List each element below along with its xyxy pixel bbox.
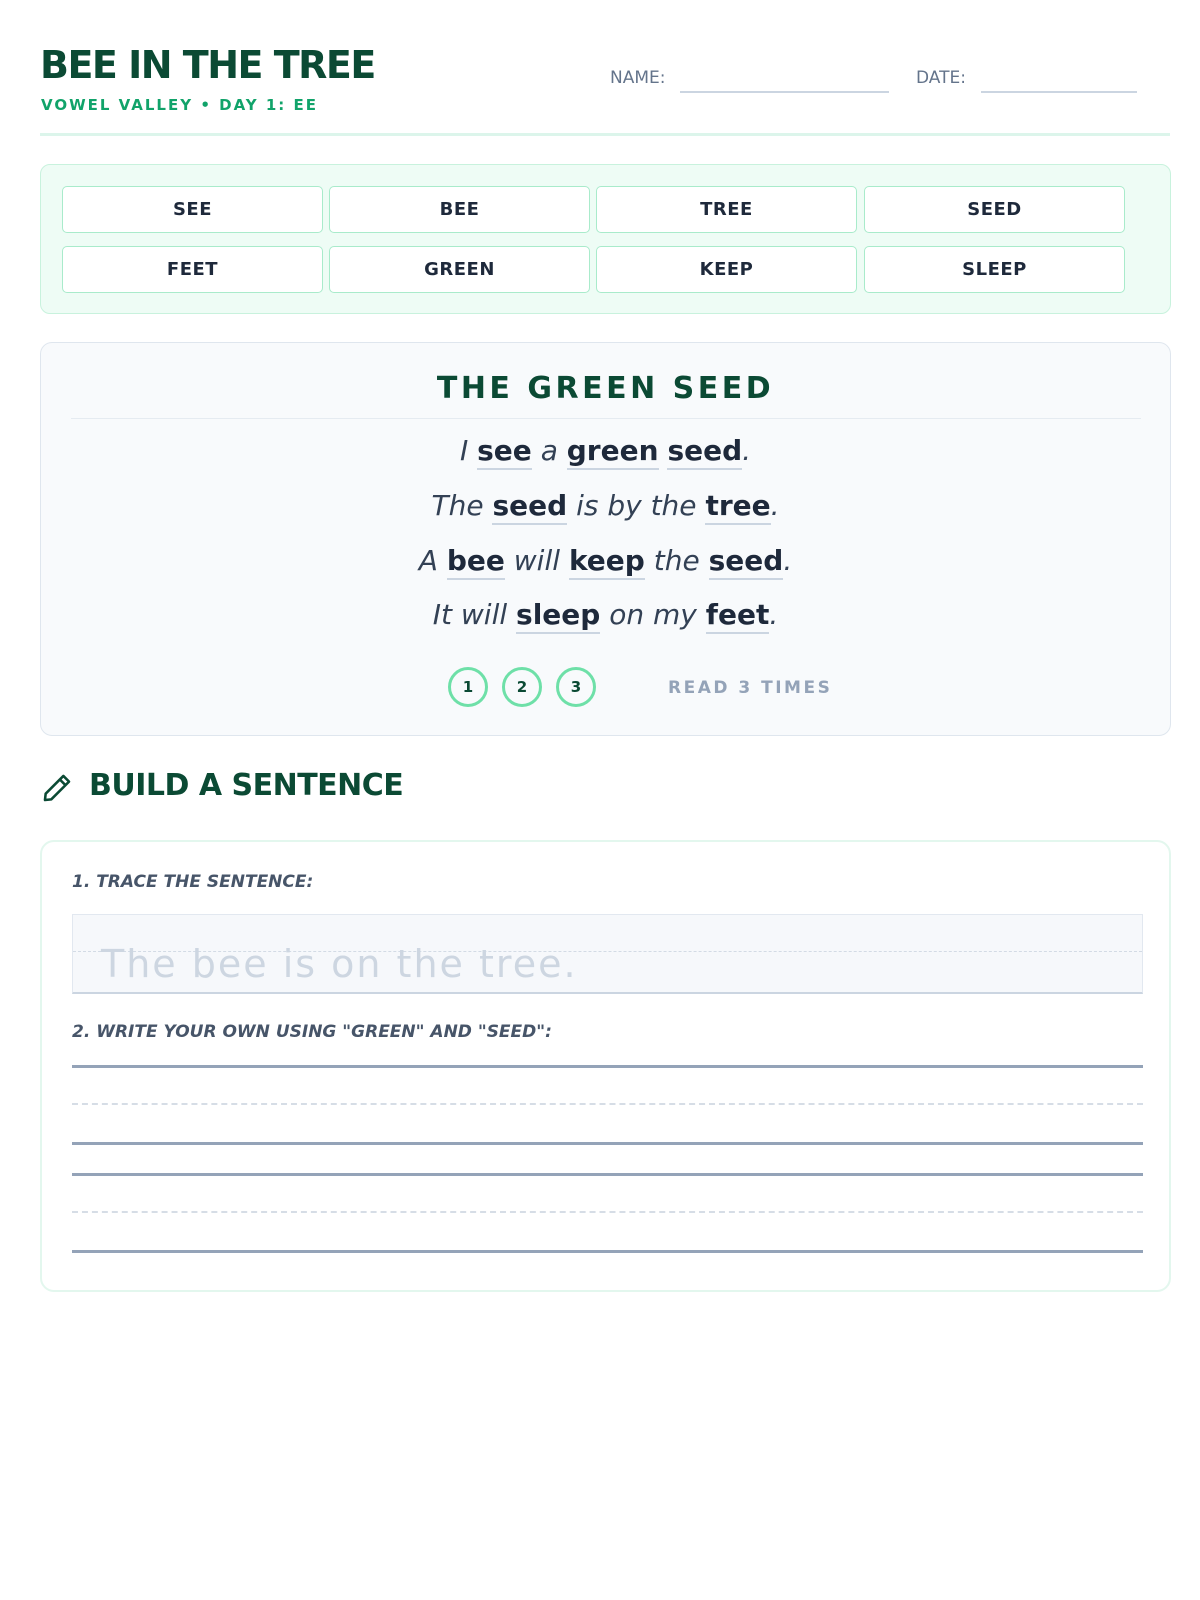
writing-line-mid (72, 1103, 1143, 1105)
trace-sentence: The bee is on the tree. (101, 942, 578, 986)
story-keyword: green (567, 434, 659, 470)
story-text: a (540, 434, 558, 467)
writing-line-base[interactable] (72, 1142, 1143, 1145)
story-text: on my (609, 598, 697, 631)
word-bank (40, 164, 1171, 314)
trace-area[interactable] (72, 914, 1143, 994)
word-chip: GREEN (329, 246, 590, 293)
read-count-circle[interactable]: 1 (448, 667, 488, 707)
story-divider (71, 418, 1141, 419)
date-field[interactable] (981, 91, 1137, 93)
date-label: DATE: (916, 68, 966, 88)
story-keyword: tree (705, 489, 770, 525)
story-text: . (742, 434, 752, 467)
write-prompt: 2. WRITE YOUR OWN USING "GREEN" AND "SEED": (72, 1022, 552, 1042)
story-text: . (783, 544, 793, 577)
name-field[interactable] (680, 91, 889, 93)
writing-line-top[interactable] (72, 1173, 1143, 1176)
build-sentence-card (40, 840, 1171, 1292)
story-keyword: seed (667, 434, 742, 470)
writing-line-mid (72, 1211, 1143, 1213)
story-keyword: seed (492, 489, 567, 525)
story-line (41, 433, 1170, 469)
header-divider (40, 133, 1170, 136)
word-chip: TREE (596, 186, 857, 233)
story-text: the (653, 544, 700, 577)
word-chip: SEED (864, 186, 1125, 233)
story-card (40, 342, 1171, 736)
page-subtitle: VOWEL VALLEY • DAY 1: EE (41, 96, 318, 114)
writing-line-base[interactable] (72, 1250, 1143, 1253)
story-keyword: bee (447, 544, 505, 580)
story-line (41, 543, 1170, 579)
read-count-circle[interactable]: 2 (502, 667, 542, 707)
story-keyword: sleep (516, 598, 600, 634)
story-text: . (770, 489, 780, 522)
story-line (41, 597, 1170, 633)
story-text: will (513, 544, 561, 577)
story-keyword: seed (709, 544, 784, 580)
story-text: It will (432, 598, 508, 631)
story-keyword: feet (706, 598, 770, 634)
page-title: BEE IN THE TREE (40, 43, 375, 87)
story-title: THE GREEN SEED (436, 371, 775, 406)
word-chip: SEE (62, 186, 323, 233)
name-label: NAME: (610, 68, 666, 88)
read-times-label: READ 3 TIMES (668, 678, 833, 698)
story-keyword: see (477, 434, 532, 470)
section-title: BUILD A SENTENCE (89, 768, 404, 803)
word-chip: SLEEP (864, 246, 1125, 293)
word-chip: FEET (62, 246, 323, 293)
story-text: A (418, 544, 438, 577)
story-text: The (431, 489, 484, 522)
trace-prompt: 1. TRACE THE SENTENCE: (72, 872, 314, 892)
story-keyword: keep (569, 544, 645, 580)
story-text: is by the (576, 489, 697, 522)
word-chip: BEE (329, 186, 590, 233)
word-chip: KEEP (596, 246, 857, 293)
pencil-icon (40, 771, 74, 805)
read-count-circle[interactable]: 3 (556, 667, 596, 707)
story-text: I (459, 434, 469, 467)
story-line (41, 488, 1170, 524)
story-text: . (769, 598, 779, 631)
writing-line-top[interactable] (72, 1065, 1143, 1068)
